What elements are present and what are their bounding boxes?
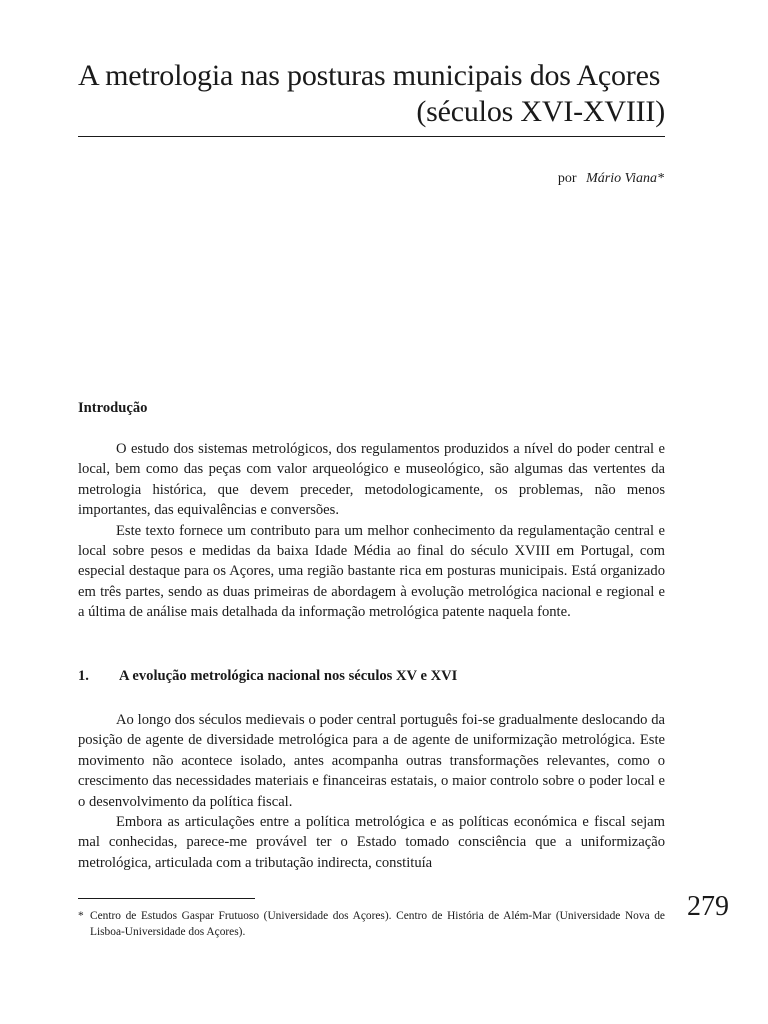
section-title: A evolução metrológica nacional nos séculos XV e XVI (119, 668, 458, 684)
section-paragraph: Embora as articulações entre a política metrológica e as políticas económica e fiscal sejam mal conhecidas, parece-me provável ter o Estado tomado consciência que a uniformização metrológica, articulada com a tributação indirecta, constituía (78, 814, 665, 871)
footnote-marker: * (78, 910, 84, 922)
byline-prefix: por (557, 171, 577, 186)
section-paragraph: Ao longo dos séculos medievais o poder central português foi-se gradualmente deslocando da posição de agente de diversidade metrológica para a de agente de uniformização metrológica. Este movimento não acontece isolado, antes acompanha outras transformações relevantes, como o crescimento das necessidades materiais e financeiras estatais, o maior controlo sobre o poder local e o desenvolvimento da política fiscal. (78, 712, 665, 810)
intro-paragraph: Este texto fornece um contributo para um melhor conhecimento da regulamentação central e local sobre pesos e medidas da baixa Idade Média ao final do século XVIII em Portugal, com especial destaque para os Açores, uma região bastante rica em posturas municipais. Está organizado em três partes, sendo as duas primeiras de abordagem à evolução metrológica nacional e regional e a última de análise mais detalhada da informação metrológica patente naquela fonte. (78, 522, 665, 621)
title-divider (78, 136, 665, 137)
section-number: 1. (78, 668, 89, 684)
intro-paragraph: O estudo dos sistemas metrológicos, dos regulamentos produzidos a nível do poder central e local, bem como das peças com valor arqueológico e museológico, são algumas das vertentes da metrologia histórica, que devem preceder, metodologicamente, os problemas, não menos importantes, das equivalências e conversões. (78, 441, 665, 519)
byline (558, 171, 664, 187)
intro-heading: Introdução (78, 400, 148, 416)
page-number: 279 (687, 891, 729, 922)
section-heading (78, 668, 457, 685)
intro-body (78, 439, 665, 623)
footnote (78, 908, 665, 940)
author-name: Mário Viana* (586, 171, 664, 186)
section-body (78, 710, 665, 873)
article-title (78, 58, 665, 130)
footnote-text: Centro de Estudos Gaspar Frutuoso (Universidade dos Açores). Centro de História de Além-Mar (Universidade Nova de Lisboa-Universidade dos Açores). (90, 910, 665, 938)
footnote-divider (78, 898, 255, 899)
title-line-2: (séculos XVI-XVIII) (416, 95, 665, 128)
title-line-1: A metrologia nas posturas municipais dos Açores (78, 59, 661, 92)
